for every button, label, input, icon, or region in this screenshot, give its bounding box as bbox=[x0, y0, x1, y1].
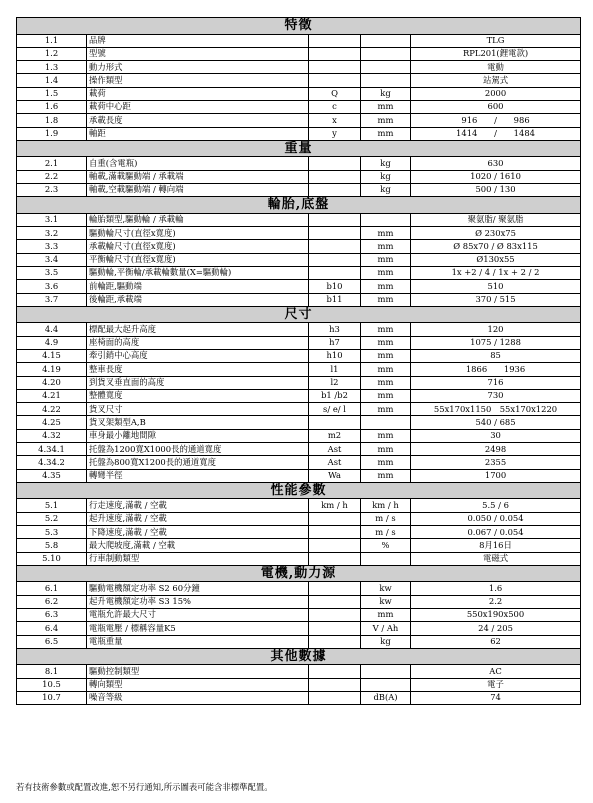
section-title: 性能參數 bbox=[17, 482, 581, 499]
row-symbol bbox=[309, 61, 361, 74]
row-parameter: 軸距 bbox=[87, 127, 309, 140]
spec-row bbox=[17, 293, 581, 306]
row-parameter: 轉向類型 bbox=[87, 678, 309, 691]
row-unit: mm bbox=[361, 100, 411, 113]
row-value: 8月16日 bbox=[411, 539, 581, 552]
spec-row bbox=[17, 87, 581, 100]
row-unit: mm bbox=[361, 336, 411, 349]
row-value: 85 bbox=[411, 349, 581, 362]
row-symbol: l2 bbox=[309, 376, 361, 389]
row-code: 1.2 bbox=[17, 47, 87, 60]
row-value: 電動 bbox=[411, 61, 581, 74]
row-code: 8.1 bbox=[17, 665, 87, 678]
row-unit: mm bbox=[361, 608, 411, 621]
section-header bbox=[17, 306, 581, 323]
spec-table-body bbox=[17, 18, 581, 705]
section-header bbox=[17, 648, 581, 665]
row-parameter: 座椅面的高度 bbox=[87, 336, 309, 349]
row-symbol bbox=[309, 608, 361, 621]
row-symbol: Ast bbox=[309, 456, 361, 469]
row-symbol bbox=[309, 240, 361, 253]
row-unit: mm bbox=[361, 376, 411, 389]
row-parameter: 下降速度,滿載 / 空載 bbox=[87, 526, 309, 539]
section-header bbox=[17, 482, 581, 499]
row-parameter: 驅動控制類型 bbox=[87, 665, 309, 678]
row-unit: kg bbox=[361, 635, 411, 648]
row-parameter: 電瓶電壓 / 標稱容量K5 bbox=[87, 622, 309, 635]
row-unit: mm bbox=[361, 363, 411, 376]
spec-row bbox=[17, 595, 581, 608]
row-unit: mm bbox=[361, 469, 411, 482]
row-symbol bbox=[309, 582, 361, 595]
row-value: 0.067 / 0.054 bbox=[411, 526, 581, 539]
section-header bbox=[17, 18, 581, 35]
row-code: 4.22 bbox=[17, 403, 87, 416]
row-symbol bbox=[309, 47, 361, 60]
row-unit: mm bbox=[361, 456, 411, 469]
row-parameter: 驅動輪,平衡輪/承載輪數量(X=驅動輪) bbox=[87, 266, 309, 279]
row-symbol bbox=[309, 552, 361, 565]
row-parameter: 動力形式 bbox=[87, 61, 309, 74]
row-unit: mm bbox=[361, 349, 411, 362]
row-code: 4.32 bbox=[17, 429, 87, 442]
row-parameter: 托盤為1200寬X1000長的通道寬度 bbox=[87, 443, 309, 456]
spec-row bbox=[17, 376, 581, 389]
row-unit: kg bbox=[361, 87, 411, 100]
row-unit: kg bbox=[361, 157, 411, 170]
section-title: 電機,動力源 bbox=[17, 565, 581, 582]
row-code: 10.5 bbox=[17, 678, 87, 691]
row-code: 3.3 bbox=[17, 240, 87, 253]
row-code: 4.34.1 bbox=[17, 443, 87, 456]
row-code: 5.2 bbox=[17, 512, 87, 525]
row-symbol: h7 bbox=[309, 336, 361, 349]
row-value: 730 bbox=[411, 389, 581, 402]
row-unit bbox=[361, 34, 411, 47]
row-parameter: 承載輪尺寸(直徑x寬度) bbox=[87, 240, 309, 253]
row-unit bbox=[361, 74, 411, 87]
row-symbol bbox=[309, 512, 361, 525]
spec-row bbox=[17, 499, 581, 512]
row-code: 3.1 bbox=[17, 213, 87, 226]
row-code: 3.6 bbox=[17, 280, 87, 293]
row-symbol bbox=[309, 691, 361, 704]
spec-row bbox=[17, 678, 581, 691]
row-symbol bbox=[309, 74, 361, 87]
row-code: 1.4 bbox=[17, 74, 87, 87]
row-value: 540 / 685 bbox=[411, 416, 581, 429]
row-value: 74 bbox=[411, 691, 581, 704]
row-parameter: 牽引銷中心高度 bbox=[87, 349, 309, 362]
row-unit bbox=[361, 416, 411, 429]
row-unit: mm bbox=[361, 266, 411, 279]
row-code: 1.6 bbox=[17, 100, 87, 113]
spec-row bbox=[17, 429, 581, 442]
row-unit bbox=[361, 213, 411, 226]
row-parameter: 前輪距,驅動端 bbox=[87, 280, 309, 293]
row-code: 4.4 bbox=[17, 323, 87, 336]
spec-row bbox=[17, 74, 581, 87]
row-code: 2.2 bbox=[17, 170, 87, 183]
spec-row bbox=[17, 608, 581, 621]
section-header bbox=[17, 565, 581, 582]
row-symbol bbox=[309, 157, 361, 170]
row-parameter: 電瓶重量 bbox=[87, 635, 309, 648]
spec-row bbox=[17, 47, 581, 60]
row-value: 1020 / 1610 bbox=[411, 170, 581, 183]
row-parameter: 最大爬坡度,滿載 / 空載 bbox=[87, 539, 309, 552]
row-value: 370 / 515 bbox=[411, 293, 581, 306]
row-parameter: 整車長度 bbox=[87, 363, 309, 376]
row-symbol: x bbox=[309, 114, 361, 127]
row-code: 4.20 bbox=[17, 376, 87, 389]
spec-row bbox=[17, 253, 581, 266]
row-symbol: c bbox=[309, 100, 361, 113]
row-parameter: 驅動輪尺寸(直徑x寬度) bbox=[87, 227, 309, 240]
section-title: 特徵 bbox=[17, 18, 581, 35]
row-parameter: 載荷中心距 bbox=[87, 100, 309, 113]
row-symbol: h3 bbox=[309, 323, 361, 336]
row-symbol bbox=[309, 595, 361, 608]
row-parameter: 貨叉架類型A,B bbox=[87, 416, 309, 429]
row-parameter: 軸載,空載驅動端 / 轉向端 bbox=[87, 183, 309, 196]
spec-row bbox=[17, 157, 581, 170]
row-code: 4.15 bbox=[17, 349, 87, 362]
spec-row bbox=[17, 213, 581, 226]
section-title: 輪胎,底盤 bbox=[17, 197, 581, 214]
row-symbol bbox=[309, 665, 361, 678]
row-parameter: 標配最大起升高度 bbox=[87, 323, 309, 336]
row-unit: mm bbox=[361, 280, 411, 293]
row-code: 6.3 bbox=[17, 608, 87, 621]
row-parameter: 整體寬度 bbox=[87, 389, 309, 402]
row-unit: mm bbox=[361, 227, 411, 240]
spec-row bbox=[17, 34, 581, 47]
row-parameter: 品牌 bbox=[87, 34, 309, 47]
spec-row bbox=[17, 323, 581, 336]
spec-row bbox=[17, 336, 581, 349]
row-code: 3.4 bbox=[17, 253, 87, 266]
row-code: 1.1 bbox=[17, 34, 87, 47]
row-symbol bbox=[309, 170, 361, 183]
row-symbol bbox=[309, 416, 361, 429]
row-value: 500 / 130 bbox=[411, 183, 581, 196]
row-value: 0.050 / 0.054 bbox=[411, 512, 581, 525]
row-unit: kg bbox=[361, 183, 411, 196]
row-code: 4.25 bbox=[17, 416, 87, 429]
row-value: 1866 1936 bbox=[411, 363, 581, 376]
row-code: 6.4 bbox=[17, 622, 87, 635]
row-parameter: 貨叉尺寸 bbox=[87, 403, 309, 416]
row-value: 55x170x1150 55x170x1220 bbox=[411, 403, 581, 416]
spec-row bbox=[17, 539, 581, 552]
row-symbol: h10 bbox=[309, 349, 361, 362]
row-code: 2.3 bbox=[17, 183, 87, 196]
spec-row bbox=[17, 389, 581, 402]
row-unit bbox=[361, 47, 411, 60]
row-value: 62 bbox=[411, 635, 581, 648]
row-symbol bbox=[309, 526, 361, 539]
row-value: 2355 bbox=[411, 456, 581, 469]
row-parameter: 驅動電機額定功率 S2 60分鐘 bbox=[87, 582, 309, 595]
row-symbol: y bbox=[309, 127, 361, 140]
row-parameter: 起升電機額定功率 S3 15% bbox=[87, 595, 309, 608]
row-code: 5.1 bbox=[17, 499, 87, 512]
row-code: 6.2 bbox=[17, 595, 87, 608]
row-value: 站駕式 bbox=[411, 74, 581, 87]
row-unit: m / s bbox=[361, 512, 411, 525]
row-value: 24 / 205 bbox=[411, 622, 581, 635]
spec-row bbox=[17, 622, 581, 635]
row-code: 3.7 bbox=[17, 293, 87, 306]
row-symbol: b10 bbox=[309, 280, 361, 293]
spec-row bbox=[17, 61, 581, 74]
row-unit: mm bbox=[361, 114, 411, 127]
row-parameter: 轉彎半徑 bbox=[87, 469, 309, 482]
row-value: 電子 bbox=[411, 678, 581, 691]
row-code: 1.8 bbox=[17, 114, 87, 127]
row-symbol: Ast bbox=[309, 443, 361, 456]
row-value: 600 bbox=[411, 100, 581, 113]
row-value: 510 bbox=[411, 280, 581, 293]
row-unit bbox=[361, 61, 411, 74]
row-unit: mm bbox=[361, 240, 411, 253]
spec-row bbox=[17, 227, 581, 240]
row-unit: kg bbox=[361, 170, 411, 183]
spec-row bbox=[17, 266, 581, 279]
row-value: 2498 bbox=[411, 443, 581, 456]
row-code: 1.3 bbox=[17, 61, 87, 74]
row-symbol bbox=[309, 34, 361, 47]
row-value: Ø 230x75 bbox=[411, 227, 581, 240]
row-value: 1.6 bbox=[411, 582, 581, 595]
row-symbol bbox=[309, 266, 361, 279]
row-value: 電磁式 bbox=[411, 552, 581, 565]
row-parameter: 托盤為800寬X1200長的通道寬度 bbox=[87, 456, 309, 469]
row-value: 630 bbox=[411, 157, 581, 170]
row-symbol bbox=[309, 183, 361, 196]
row-unit: V / Ah bbox=[361, 622, 411, 635]
row-code: 4.19 bbox=[17, 363, 87, 376]
row-code: 10.7 bbox=[17, 691, 87, 704]
row-unit: mm bbox=[361, 127, 411, 140]
row-value: RPL201(鋰電款) bbox=[411, 47, 581, 60]
row-parameter: 操作類型 bbox=[87, 74, 309, 87]
row-symbol: b1 /b2 bbox=[309, 389, 361, 402]
row-unit: dB(A) bbox=[361, 691, 411, 704]
row-unit bbox=[361, 678, 411, 691]
row-symbol bbox=[309, 622, 361, 635]
spec-row bbox=[17, 100, 581, 113]
row-parameter: 輪胎類型,驅動輪 / 承載輪 bbox=[87, 213, 309, 226]
spec-row bbox=[17, 363, 581, 376]
row-unit bbox=[361, 665, 411, 678]
row-code: 4.35 bbox=[17, 469, 87, 482]
row-value: TLG bbox=[411, 34, 581, 47]
row-value: 1414 / 1484 bbox=[411, 127, 581, 140]
section-header bbox=[17, 140, 581, 157]
row-symbol: Q bbox=[309, 87, 361, 100]
footnote: 若有技術參數或配置改進,恕不另行通知,所示圖表可能含非標準配置。 bbox=[16, 782, 273, 792]
row-code: 2.1 bbox=[17, 157, 87, 170]
row-unit: mm bbox=[361, 293, 411, 306]
row-parameter: 軸載,滿載驅動端 / 承載端 bbox=[87, 170, 309, 183]
spec-row bbox=[17, 582, 581, 595]
row-symbol: b11 bbox=[309, 293, 361, 306]
spec-row bbox=[17, 170, 581, 183]
spec-row bbox=[17, 635, 581, 648]
row-symbol bbox=[309, 539, 361, 552]
row-parameter: 行車制動類型 bbox=[87, 552, 309, 565]
spec-table bbox=[16, 17, 581, 705]
row-unit: % bbox=[361, 539, 411, 552]
row-parameter: 行走速度,滿載 / 空載 bbox=[87, 499, 309, 512]
row-symbol bbox=[309, 635, 361, 648]
row-unit: kw bbox=[361, 582, 411, 595]
spec-row bbox=[17, 512, 581, 525]
spec-row bbox=[17, 526, 581, 539]
row-code: 4.21 bbox=[17, 389, 87, 402]
row-unit: mm bbox=[361, 323, 411, 336]
row-parameter: 載荷 bbox=[87, 87, 309, 100]
row-value: 2000 bbox=[411, 87, 581, 100]
row-value: Ø130x55 bbox=[411, 253, 581, 266]
spec-row bbox=[17, 416, 581, 429]
section-header bbox=[17, 197, 581, 214]
spec-row bbox=[17, 280, 581, 293]
row-symbol bbox=[309, 227, 361, 240]
row-value: 916 / 986 bbox=[411, 114, 581, 127]
row-code: 6.1 bbox=[17, 582, 87, 595]
row-code: 5.8 bbox=[17, 539, 87, 552]
row-value: 1075 / 1288 bbox=[411, 336, 581, 349]
row-parameter: 承載長度 bbox=[87, 114, 309, 127]
row-unit: km / h bbox=[361, 499, 411, 512]
row-code: 3.2 bbox=[17, 227, 87, 240]
row-parameter: 電瓶允許最大尺寸 bbox=[87, 608, 309, 621]
row-symbol bbox=[309, 253, 361, 266]
row-code: 4.34.2 bbox=[17, 456, 87, 469]
row-code: 4.9 bbox=[17, 336, 87, 349]
spec-row bbox=[17, 469, 581, 482]
row-value: 1700 bbox=[411, 469, 581, 482]
row-unit: mm bbox=[361, 429, 411, 442]
row-parameter: 後輪距,承載端 bbox=[87, 293, 309, 306]
row-value: 1x +2 / 4 / 1x + 2 / 2 bbox=[411, 266, 581, 279]
row-code: 6.5 bbox=[17, 635, 87, 648]
spec-row bbox=[17, 349, 581, 362]
row-parameter: 車身最小離地間隙 bbox=[87, 429, 309, 442]
row-symbol: Wa bbox=[309, 469, 361, 482]
spec-row bbox=[17, 183, 581, 196]
row-unit: mm bbox=[361, 389, 411, 402]
row-parameter: 起升速度,滿載 / 空載 bbox=[87, 512, 309, 525]
row-value: 5.5 / 6 bbox=[411, 499, 581, 512]
spec-row bbox=[17, 403, 581, 416]
row-symbol: m2 bbox=[309, 429, 361, 442]
row-code: 5.3 bbox=[17, 526, 87, 539]
row-value: 120 bbox=[411, 323, 581, 336]
row-value: 30 bbox=[411, 429, 581, 442]
row-unit: kw bbox=[361, 595, 411, 608]
row-value: AC bbox=[411, 665, 581, 678]
row-symbol: l1 bbox=[309, 363, 361, 376]
row-value: 聚氨脂/ 聚氨脂 bbox=[411, 213, 581, 226]
spec-row bbox=[17, 114, 581, 127]
row-code: 5.10 bbox=[17, 552, 87, 565]
row-code: 1.9 bbox=[17, 127, 87, 140]
row-unit: mm bbox=[361, 253, 411, 266]
row-symbol: km / h bbox=[309, 499, 361, 512]
row-value: 2.2 bbox=[411, 595, 581, 608]
row-parameter: 自重(含電瓶) bbox=[87, 157, 309, 170]
row-code: 3.5 bbox=[17, 266, 87, 279]
spec-row bbox=[17, 665, 581, 678]
section-title: 重量 bbox=[17, 140, 581, 157]
row-unit: mm bbox=[361, 403, 411, 416]
row-symbol bbox=[309, 678, 361, 691]
row-symbol bbox=[309, 213, 361, 226]
spec-row bbox=[17, 240, 581, 253]
row-symbol: s/ e/ l bbox=[309, 403, 361, 416]
row-unit: m / s bbox=[361, 526, 411, 539]
section-title: 尺寸 bbox=[17, 306, 581, 323]
spec-row bbox=[17, 443, 581, 456]
row-value: Ø 85x70 / Ø 83x115 bbox=[411, 240, 581, 253]
row-value: 716 bbox=[411, 376, 581, 389]
spec-row bbox=[17, 456, 581, 469]
row-parameter: 平衡輪尺寸(直徑x寬度) bbox=[87, 253, 309, 266]
row-parameter: 到貨叉垂直面的高度 bbox=[87, 376, 309, 389]
row-parameter: 型號 bbox=[87, 47, 309, 60]
row-unit: mm bbox=[361, 443, 411, 456]
row-parameter: 噪音等級 bbox=[87, 691, 309, 704]
row-code: 1.5 bbox=[17, 87, 87, 100]
spec-row bbox=[17, 127, 581, 140]
section-title: 其他數據 bbox=[17, 648, 581, 665]
row-unit bbox=[361, 552, 411, 565]
row-value: 550x190x500 bbox=[411, 608, 581, 621]
spec-row bbox=[17, 691, 581, 704]
spec-row bbox=[17, 552, 581, 565]
